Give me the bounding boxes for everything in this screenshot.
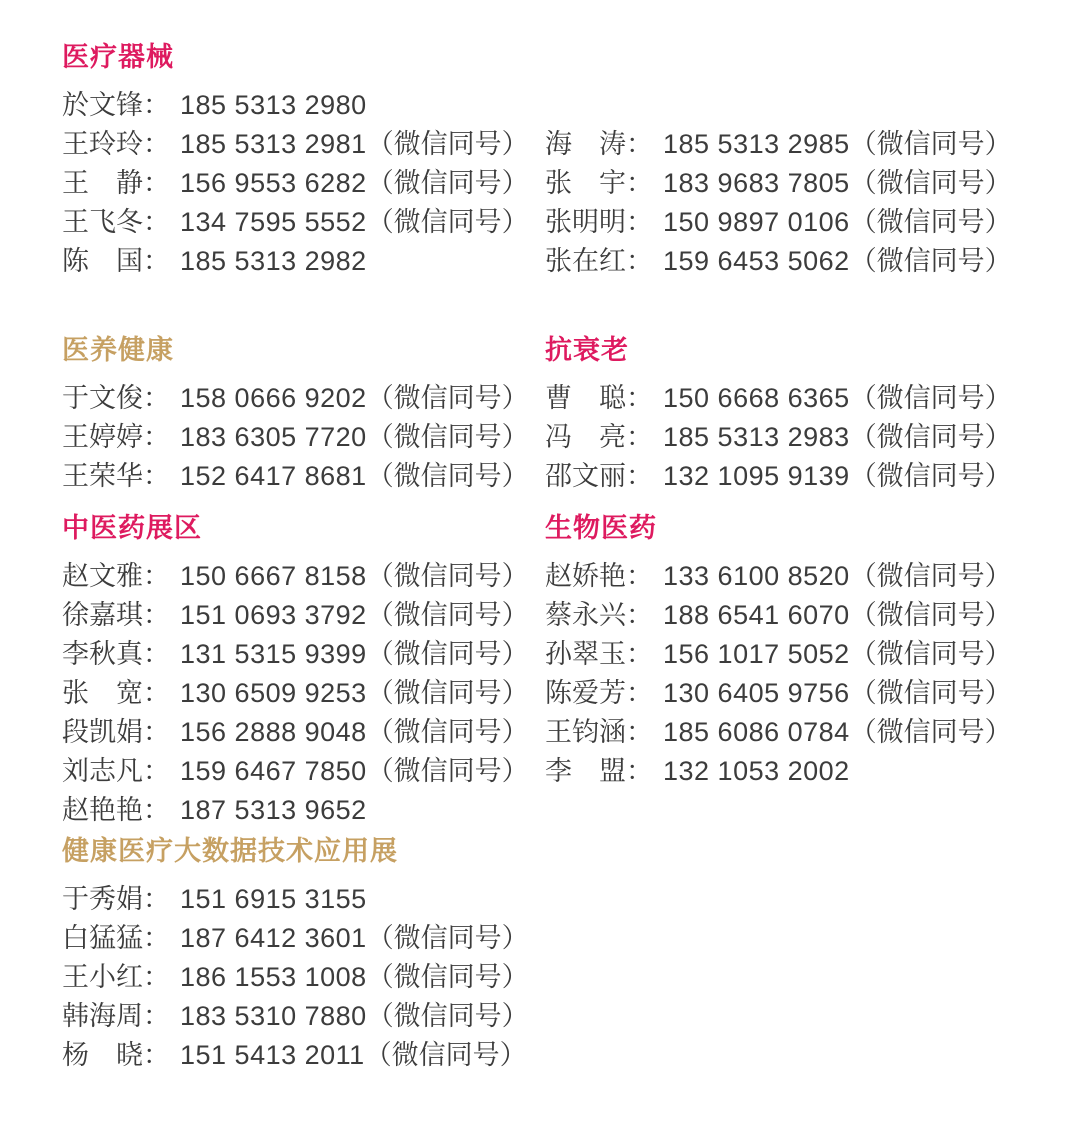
contact-row xyxy=(62,418,545,457)
contact-row xyxy=(62,635,545,674)
colon-separator: ： xyxy=(626,600,653,630)
section-title: 医养健康 xyxy=(62,335,174,365)
contact-name: 於文锋 xyxy=(62,90,143,120)
contact-phone: 152 6417 8681 xyxy=(180,461,367,491)
contact-phone: 150 6667 8158 xyxy=(180,561,367,591)
contact-row xyxy=(62,674,545,713)
colon-separator: ： xyxy=(143,795,170,825)
colon-separator: ： xyxy=(143,600,170,630)
contact-row xyxy=(545,203,1060,242)
colon-separator: ： xyxy=(626,717,653,747)
colon-separator: ： xyxy=(626,246,653,276)
wechat-same-number-note: （微信同号） xyxy=(366,207,529,237)
contact-rows xyxy=(62,86,545,281)
contact-name: 张明明 xyxy=(545,207,626,237)
contact-row xyxy=(545,674,1060,713)
colon-separator: ： xyxy=(143,561,170,591)
contact-phone: 156 1017 5052 xyxy=(663,639,850,669)
contact-row xyxy=(62,125,545,164)
wechat-same-number-note: （微信同号） xyxy=(366,756,529,786)
colon-separator: ： xyxy=(143,639,170,669)
contact-phone: 156 2888 9048 xyxy=(180,717,367,747)
contact-name: 冯 亮 xyxy=(545,422,626,452)
colon-separator: ： xyxy=(143,168,170,198)
contact-phone: 150 9897 0106 xyxy=(663,207,850,237)
contact-row xyxy=(545,164,1060,203)
wechat-same-number-note: （微信同号） xyxy=(366,600,529,630)
contact-name: 韩海周 xyxy=(62,1001,143,1031)
wechat-same-number-note: （微信同号） xyxy=(366,422,529,452)
section-column-left xyxy=(62,335,545,496)
colon-separator: ： xyxy=(143,90,170,120)
wechat-same-number-note: （微信同号） xyxy=(366,1001,529,1031)
section-title: 医疗器械 xyxy=(62,42,174,72)
contact-row xyxy=(62,1036,545,1075)
colon-separator: ： xyxy=(143,422,170,452)
wechat-same-number-note: （微信同号） xyxy=(366,923,529,953)
section-band xyxy=(62,836,1060,1075)
contact-rows xyxy=(62,880,545,1075)
contact-phone: 183 9683 7805 xyxy=(663,168,850,198)
section-title: 健康医疗大数据技术应用展 xyxy=(62,836,398,866)
contact-rows xyxy=(545,125,1060,281)
contact-phone: 187 5313 9652 xyxy=(180,795,367,825)
contact-name: 王小红 xyxy=(62,962,143,992)
colon-separator: ： xyxy=(626,678,653,708)
contact-phone: 151 6915 3155 xyxy=(180,884,367,914)
colon-separator: ： xyxy=(143,884,170,914)
contact-name: 王飞冬 xyxy=(62,207,143,237)
contact-phone: 183 5310 7880 xyxy=(180,1001,367,1031)
section-column-left xyxy=(62,836,545,1075)
section-title: 生物医药 xyxy=(545,513,657,543)
contact-phone: 151 5413 2011 xyxy=(180,1040,365,1070)
contact-name: 徐嘉琪 xyxy=(62,600,143,630)
colon-separator: ： xyxy=(143,207,170,237)
contact-row xyxy=(545,418,1060,457)
colon-separator: ： xyxy=(626,422,653,452)
contact-phone: 130 6509 9253 xyxy=(180,678,367,708)
contact-phone: 185 6086 0784 xyxy=(663,717,850,747)
contact-phone: 156 9553 6282 xyxy=(180,168,367,198)
section-column-right xyxy=(545,42,1060,281)
contact-name: 白猛猛 xyxy=(62,923,143,953)
colon-separator: ： xyxy=(626,561,653,591)
wechat-same-number-note: （微信同号） xyxy=(366,383,529,413)
contact-row xyxy=(545,713,1060,752)
colon-separator: ： xyxy=(626,383,653,413)
colon-separator: ： xyxy=(143,923,170,953)
wechat-same-number-note: （微信同号） xyxy=(849,422,1012,452)
contact-name: 蔡永兴 xyxy=(545,600,626,630)
contact-name: 于文俊 xyxy=(62,383,143,413)
contact-name: 陈 国 xyxy=(62,246,143,276)
contact-row xyxy=(62,203,545,242)
contact-name: 李 盟 xyxy=(545,756,626,786)
section-title: 抗衰老 xyxy=(545,335,629,365)
wechat-same-number-note: （微信同号） xyxy=(849,129,1012,159)
contact-name: 曹 聪 xyxy=(545,383,626,413)
contact-row xyxy=(62,86,545,125)
contact-row xyxy=(545,457,1060,496)
contact-row xyxy=(545,242,1060,281)
contact-phone: 131 5315 9399 xyxy=(180,639,367,669)
wechat-same-number-note: （微信同号） xyxy=(366,639,529,669)
contact-name: 王钧涵 xyxy=(545,717,626,747)
colon-separator: ： xyxy=(626,129,653,159)
colon-separator: ： xyxy=(143,1040,170,1070)
contact-row xyxy=(62,958,545,997)
wechat-same-number-note: （微信同号） xyxy=(366,717,529,747)
contact-rows xyxy=(62,557,545,830)
section-column-left xyxy=(62,42,545,281)
contact-row xyxy=(545,125,1060,164)
contact-row xyxy=(62,457,545,496)
contact-rows xyxy=(545,557,1060,791)
contact-row xyxy=(545,752,1060,791)
contact-name: 赵娇艳 xyxy=(545,561,626,591)
section-title: 中医药展区 xyxy=(62,513,202,543)
contact-row xyxy=(62,379,545,418)
colon-separator: ： xyxy=(626,461,653,491)
contact-name: 陈爱芳 xyxy=(545,678,626,708)
contact-name: 张 宽 xyxy=(62,678,143,708)
wechat-same-number-note: （微信同号） xyxy=(849,678,1012,708)
contact-row xyxy=(545,635,1060,674)
wechat-same-number-note: （微信同号） xyxy=(366,678,529,708)
contact-phone: 150 6668 6365 xyxy=(663,383,850,413)
section-column-right xyxy=(545,335,1060,496)
contact-row xyxy=(62,752,545,791)
contact-name: 赵文雅 xyxy=(62,561,143,591)
colon-separator: ： xyxy=(626,207,653,237)
section-column-left xyxy=(62,513,545,830)
contact-name: 孙翠玉 xyxy=(545,639,626,669)
contact-name: 刘志凡 xyxy=(62,756,143,786)
contact-phone: 185 5313 2985 xyxy=(663,129,850,159)
contact-row xyxy=(62,164,545,203)
contact-phone: 130 6405 9756 xyxy=(663,678,850,708)
contact-phone: 185 5313 2981 xyxy=(180,129,367,159)
wechat-same-number-note: （微信同号） xyxy=(849,561,1012,591)
colon-separator: ： xyxy=(626,639,653,669)
contact-rows xyxy=(545,379,1060,496)
wechat-same-number-note: （微信同号） xyxy=(366,561,529,591)
wechat-same-number-note: （微信同号） xyxy=(366,129,529,159)
contact-name: 杨 晓 xyxy=(62,1040,143,1070)
colon-separator: ： xyxy=(143,129,170,159)
contact-phone: 187 6412 3601 xyxy=(180,923,367,953)
colon-separator: ： xyxy=(143,246,170,276)
colon-separator: ： xyxy=(626,168,653,198)
section-band xyxy=(62,42,1060,281)
contact-phone: 185 5313 2982 xyxy=(180,246,367,276)
section-column-right xyxy=(545,513,1060,830)
contact-name: 海 涛 xyxy=(545,129,626,159)
contact-phone: 151 0693 3792 xyxy=(180,600,367,630)
wechat-same-number-note: （微信同号） xyxy=(366,168,529,198)
section-band xyxy=(62,513,1060,830)
contact-row xyxy=(62,713,545,752)
contact-row xyxy=(62,242,545,281)
contact-phone: 186 1553 1008 xyxy=(180,962,367,992)
contact-row xyxy=(545,557,1060,596)
contact-row xyxy=(62,791,545,830)
contact-name: 王 静 xyxy=(62,168,143,198)
contact-row xyxy=(62,997,545,1036)
contact-name: 邵文丽 xyxy=(545,461,626,491)
colon-separator: ： xyxy=(143,962,170,992)
wechat-same-number-note: （微信同号） xyxy=(849,600,1012,630)
colon-separator: ： xyxy=(143,461,170,491)
contact-phone: 158 0666 9202 xyxy=(180,383,367,413)
contact-row xyxy=(545,596,1060,635)
wechat-same-number-note: （微信同号） xyxy=(849,168,1012,198)
contact-row xyxy=(62,596,545,635)
contact-row xyxy=(62,557,545,596)
contact-row xyxy=(62,880,545,919)
contact-phone: 185 5313 2983 xyxy=(663,422,850,452)
contact-phone: 159 6467 7850 xyxy=(180,756,367,786)
contact-name: 王荣华 xyxy=(62,461,143,491)
wechat-same-number-note: （微信同号） xyxy=(849,639,1012,669)
contact-phone: 133 6100 8520 xyxy=(663,561,850,591)
wechat-same-number-note: （微信同号） xyxy=(849,207,1012,237)
colon-separator: ： xyxy=(143,383,170,413)
colon-separator: ： xyxy=(143,756,170,786)
contact-name: 王玲玲 xyxy=(62,129,143,159)
wechat-same-number-note: （微信同号） xyxy=(366,962,529,992)
wechat-same-number-note: （微信同号） xyxy=(364,1040,527,1070)
wechat-same-number-note: （微信同号） xyxy=(366,461,529,491)
colon-separator: ： xyxy=(143,678,170,708)
colon-separator: ： xyxy=(143,1001,170,1031)
wechat-same-number-note: （微信同号） xyxy=(849,383,1012,413)
contact-phone: 134 7595 5552 xyxy=(180,207,367,237)
contact-row xyxy=(62,919,545,958)
contact-phone: 185 5313 2980 xyxy=(180,90,367,120)
wechat-same-number-note: （微信同号） xyxy=(849,246,1012,276)
contact-name: 张在红 xyxy=(545,246,626,276)
contact-phone: 188 6541 6070 xyxy=(663,600,850,630)
contact-phone: 132 1095 9139 xyxy=(663,461,850,491)
contact-name: 张 宇 xyxy=(545,168,626,198)
wechat-same-number-note: （微信同号） xyxy=(849,717,1012,747)
contact-name: 于秀娟 xyxy=(62,884,143,914)
contact-rows xyxy=(62,379,545,496)
section-band xyxy=(62,335,1060,496)
colon-separator: ： xyxy=(143,717,170,747)
colon-separator: ： xyxy=(626,756,653,786)
contact-phone: 159 6453 5062 xyxy=(663,246,850,276)
contact-row xyxy=(545,379,1060,418)
wechat-same-number-note: （微信同号） xyxy=(849,461,1012,491)
contact-name: 李秋真 xyxy=(62,639,143,669)
contact-phone: 183 6305 7720 xyxy=(180,422,367,452)
contact-name: 王婷婷 xyxy=(62,422,143,452)
contact-name: 段凯娟 xyxy=(62,717,143,747)
contact-phone: 132 1053 2002 xyxy=(663,756,850,786)
contact-name: 赵艳艳 xyxy=(62,795,143,825)
